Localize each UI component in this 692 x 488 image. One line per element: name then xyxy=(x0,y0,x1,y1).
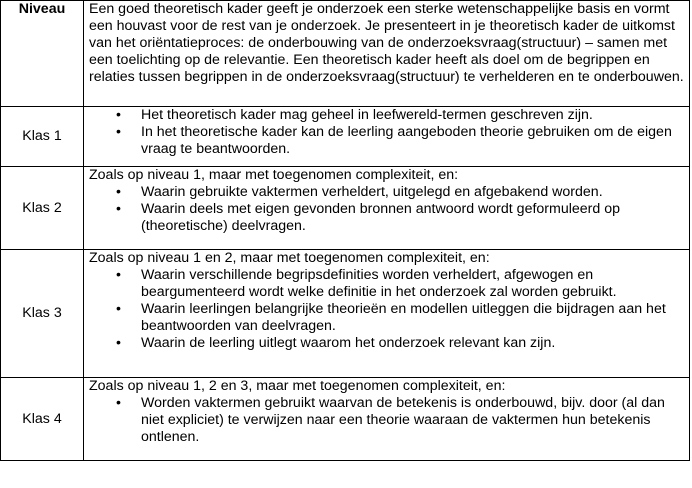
bullet-icon: • xyxy=(116,395,121,411)
list-item: • Waarin verschillende begripsdefinities worden verheldert, afgewogen en beargumenteerd wordt welke definitie in het onderzoek zal worden gebruikt. xyxy=(116,267,617,300)
list-item: • Het theoretisch kader mag geheel in leefwereld-termen geschreven zijn. xyxy=(116,107,593,123)
row-description xyxy=(84,167,690,250)
list-item: • In het theoretische kader kan de leerling aangeboden theorie gebruiken om de eigen vraag te beantwoorden. xyxy=(116,124,672,157)
header-description: Een goed theoretisch kader geeft je onderzoek een sterke wetenschappelijke basis en vormt een houvast voor de rest van je onderzoek. Je presenteert in je theoretisch kader de uitkomst van het oriëntatieproces: de onderbouwing van de onderzoeksvraag(structuur) – samen met een toelichting op de relevantie. Een theoretisch kader heeft als doel om de begrippen en relaties tussen begrippen in de onderzoeksvraag(structuur) te verhelderen en te onderbouwen. xyxy=(84,1,690,107)
level-label: Klas 2 xyxy=(1,167,84,250)
bullet-list xyxy=(89,395,686,446)
header-row xyxy=(1,1,690,107)
table-row-klas-4 xyxy=(1,378,690,461)
row-description xyxy=(84,250,690,378)
bullet-list xyxy=(89,184,686,235)
bullet-icon: • xyxy=(116,184,121,200)
table-row-klas-3 xyxy=(1,250,690,378)
list-item: • Waarin leerlingen belangrijke theorieën en modellen uitleggen die bijdragen aan het beantwoorden van deelvragen. xyxy=(116,301,666,334)
level-label: Klas 1 xyxy=(1,107,84,167)
table-row-klas-1 xyxy=(1,107,690,167)
bullet-icon: • xyxy=(116,335,121,351)
row-intro: Zoals op niveau 1, 2 en 3, maar met toegenomen complexiteit, en: xyxy=(89,378,506,394)
list-item: • Waarin de leerling uitlegt waarom het onderzoek relevant kan zijn. xyxy=(116,335,556,351)
row-intro: Zoals op niveau 1 en 2, maar met toegenomen complexiteit, en: xyxy=(89,250,490,266)
list-item: • Worden vaktermen gebruikt waarvan de betekenis is onderbouwd, bijv. door (al dan niet expliciet) te verwijzen naar een theorie waaraan de vaktermen hun betekenis ontlenen. xyxy=(116,395,665,445)
bullet-icon: • xyxy=(116,201,121,217)
row-description xyxy=(84,107,690,167)
level-label: Klas 3 xyxy=(1,250,84,378)
bullet-list xyxy=(89,267,686,352)
bullet-icon: • xyxy=(116,301,121,317)
row-intro: Zoals op niveau 1, maar met toegenomen complexiteit, en: xyxy=(89,167,459,183)
list-item: • Waarin deels met eigen gevonden bronnen antwoord wordt geformuleerd op (theoretische) deelvragen. xyxy=(116,201,620,234)
bullet-icon: • xyxy=(116,124,121,140)
list-item: • Waarin gebruikte vaktermen verheldert, uitgelegd en afgebakend worden. xyxy=(116,184,603,200)
table-row-klas-2 xyxy=(1,167,690,250)
level-header: Niveau xyxy=(1,1,84,107)
bullet-icon: • xyxy=(116,107,121,123)
level-label: Klas 4 xyxy=(1,378,84,461)
bullet-list xyxy=(89,107,686,158)
bullet-icon: • xyxy=(116,267,121,283)
row-description xyxy=(84,378,690,461)
